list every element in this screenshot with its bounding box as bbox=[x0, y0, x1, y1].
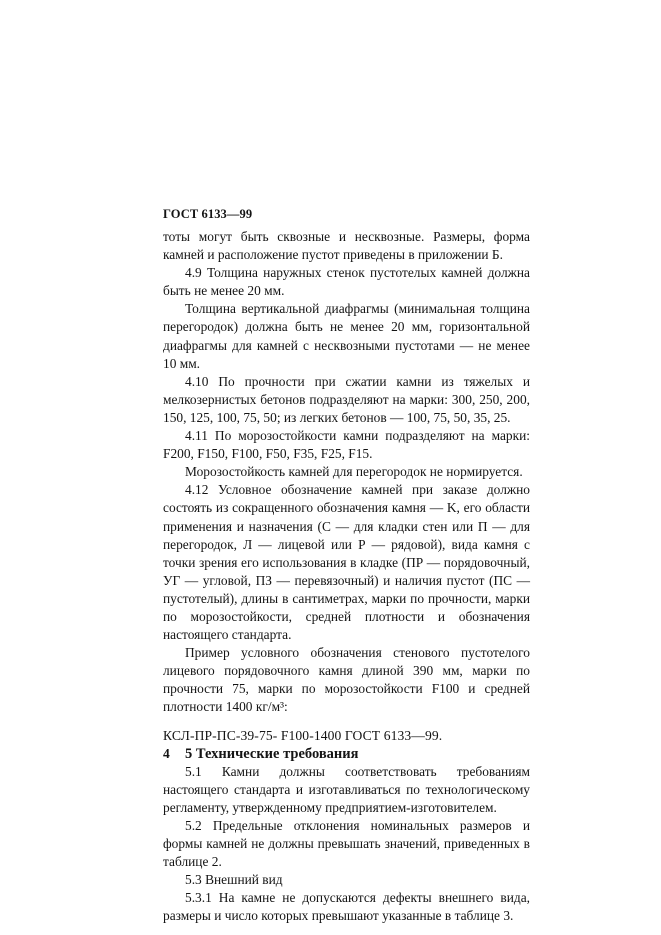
paragraph: тоты могут быть сквозные и несквозные. Размеры, форма камней и расположение пустот приведены в приложении Б. bbox=[163, 229, 530, 263]
paragraph: Морозостойкость камней для перегородок не нормируется. bbox=[185, 464, 523, 480]
page-number: 4 bbox=[163, 746, 170, 761]
document-header: ГОСТ 6133—99 bbox=[163, 207, 253, 221]
paragraph: 4.9 Толщина наружных стенок пустотелых камней должна быть не менее 20 мм. bbox=[163, 265, 530, 299]
paragraph: Толщина вертикальной диафрагмы (минимальная толщина перегородок) должна быть не менее 20 мм, горизонтальной диафрагмы для камней с несквозными пустотами — не менее 10 мм. bbox=[163, 301, 530, 371]
paragraph: 4.10 По прочности при сжатии камни из тяжелых и мелкозернистых бетонов подразделяют на марки: 300, 250, 200, 150, 125, 100, 75, 50; из легких бетонов — 100, 75, 50, 35, 25. bbox=[163, 373, 530, 425]
paragraph: 5.3 Внешний вид bbox=[185, 872, 283, 888]
designation-example: КСЛ-ПР-ПС-39-75- F100-1400 ГОСТ 6133—99. bbox=[163, 727, 443, 743]
document-body bbox=[163, 228, 530, 926]
paragraph: 5.1 Камни должны соответствовать требованиям настоящего стандарта и изготавливаться по технологическому регламенту, утвержденному предприятием-изготовителем. bbox=[163, 763, 530, 815]
paragraph: 5.2 Предельные отклонения номинальных размеров и формы камней не должны превышать значений, приведенных в таблице 2. bbox=[163, 818, 530, 870]
section-heading: 5 Технические требования bbox=[185, 745, 359, 762]
spacer bbox=[163, 717, 530, 727]
paragraph: Пример условного обозначения стенового пустотелого лицевого порядовочного камня длиной 390 мм, марки по прочности 75, марки по морозостойкости F100 и средней плотности 1400 кг/м³: bbox=[163, 645, 530, 715]
paragraph: 4.12 Условное обозначение камней при заказе должно состоять из сокращенного обозначения камня — K, его области применения и назначения (С — для кладки стен или П — для перегородок, Л — лицевой или Р — рядовой), вида камня с точки зрения его использования в кладке (ПР — порядовочный, УГ — угловой, ПЗ — перевязочный) и наличия пустот (ПС — пустотелый), длины в сантиметрах, марки по прочности, марки по морозостойкости, средней плотности и обозначения настоящего стандарта. bbox=[163, 482, 530, 643]
paragraph: 4.11 По морозостойкости камни подразделяют на марки: F200, F150, F100, F50, F35, F25, F15. bbox=[163, 428, 530, 462]
paragraph: 5.3.1 На камне не допускаются дефекты внешнего вида, размеры и число которых превышают указанные в таблице 3. bbox=[163, 890, 530, 924]
